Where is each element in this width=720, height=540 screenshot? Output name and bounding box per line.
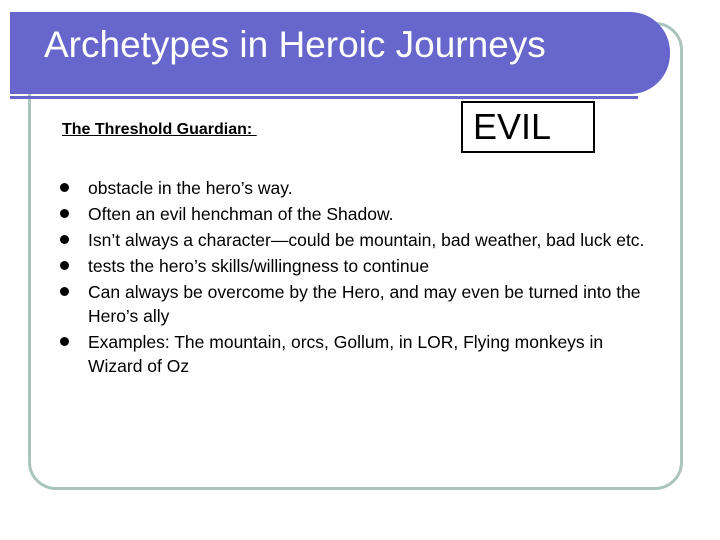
list-item: [60, 330, 660, 378]
bullet-text: Often an evil henchman of the Shadow.: [88, 204, 394, 224]
list-item: [60, 202, 660, 226]
bullet-text: Examples: The mountain, orcs, Gollum, in LOR, Flying monkeys in Wizard of Oz: [88, 332, 604, 376]
callout-text: EVIL: [473, 106, 552, 147]
bullet-dot-icon: [60, 287, 69, 296]
bullet-text: tests the hero’s skills/willingness to continue: [88, 256, 430, 276]
list-item: [60, 254, 660, 278]
bullet-text: Can always be overcome by the Hero, and may even be turned into the Hero’s ally: [88, 282, 641, 326]
title-underline: [10, 96, 638, 99]
bullet-dot-icon: [60, 183, 69, 192]
bullet-dot-icon: [60, 235, 69, 244]
subheading: The Threshold Guardian:: [62, 121, 257, 138]
list-item: [60, 280, 660, 328]
bullet-text: Isn’t always a character—could be mountain, bad weather, bad luck etc.: [88, 230, 645, 250]
list-item: [60, 176, 660, 200]
bullet-dot-icon: [60, 337, 69, 346]
callout-box: [461, 101, 595, 153]
bullet-dot-icon: [60, 209, 69, 218]
slide-title: Archetypes in Heroic Journeys: [44, 24, 546, 65]
bullet-text: obstacle in the hero’s way.: [88, 178, 293, 198]
list-item: [60, 228, 660, 252]
bullet-dot-icon: [60, 261, 69, 270]
bullet-list: [60, 176, 660, 380]
